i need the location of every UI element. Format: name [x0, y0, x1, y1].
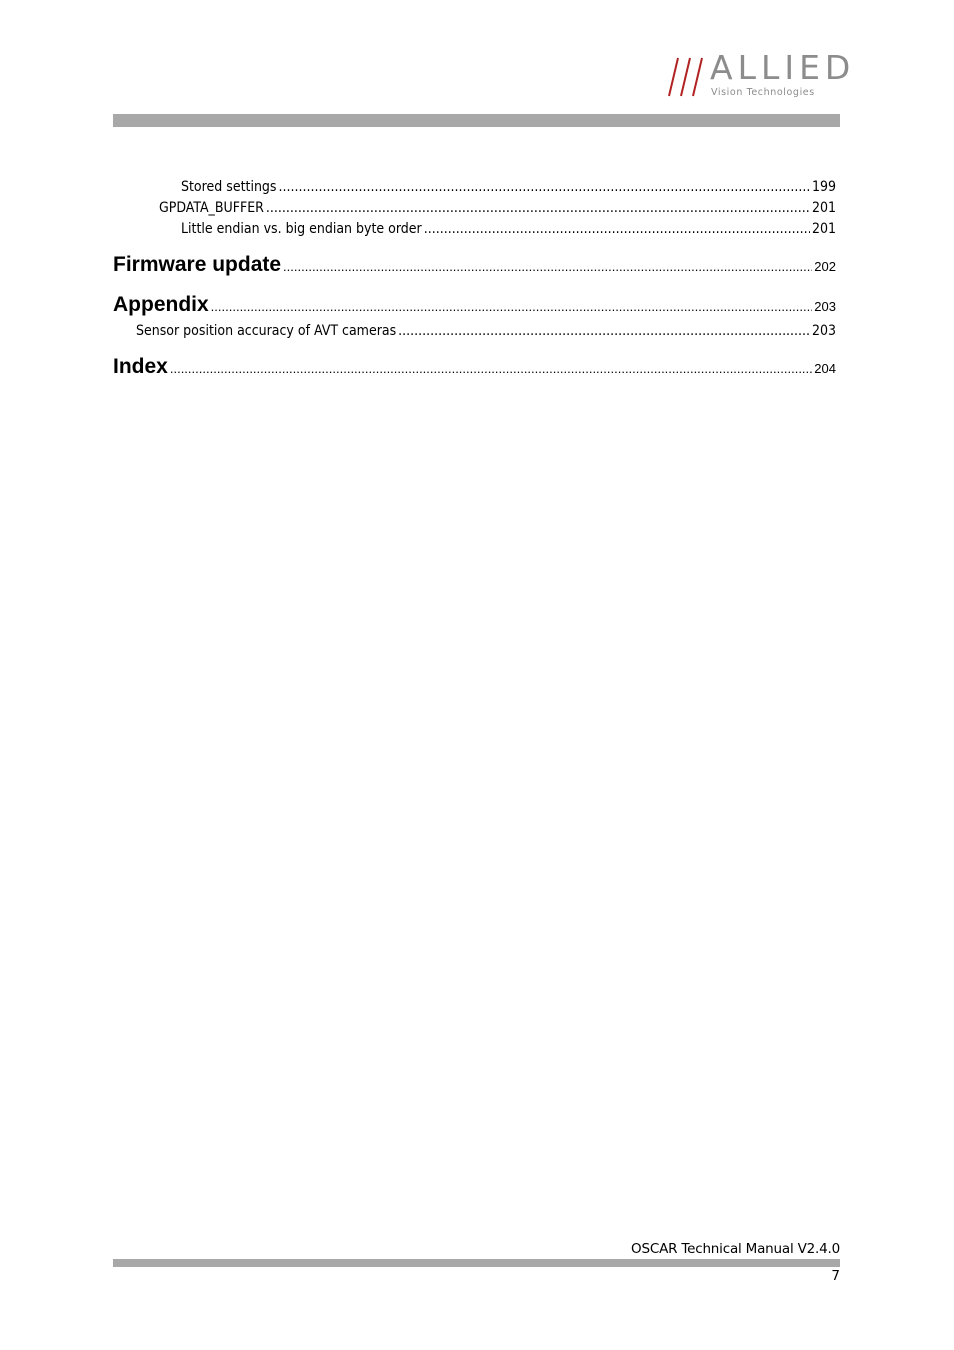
toc-entry-page: 199 [811, 179, 836, 195]
toc-entry-label: Little endian vs. big endian byte order [181, 221, 422, 237]
toc-entry-page: 203 [811, 323, 836, 339]
toc-chapter-page: 202 [814, 259, 836, 274]
toc-chapter-label: Firmware update [113, 253, 282, 276]
toc-leader-dots [266, 199, 810, 217]
toc-leader-dots [283, 254, 812, 280]
toc-chapter-label: Appendix [113, 293, 209, 316]
toc-entry-label: Stored settings [181, 179, 277, 195]
footer-divider-bar [113, 1259, 840, 1267]
toc-leader-dots [170, 356, 812, 382]
toc-entry-gpdata-buffer[interactable] [159, 199, 836, 217]
toc-chapter-index[interactable] [113, 354, 836, 382]
toc-leader-dots [211, 294, 813, 320]
toc-entry-page: 201 [811, 200, 836, 216]
logo-slashes-icon [666, 52, 710, 100]
footer-document-title: OSCAR Technical Manual V2.4.0 [631, 1241, 840, 1257]
toc-chapter-page: 204 [814, 361, 836, 376]
toc-entry-page: 201 [811, 221, 836, 237]
allied-logo [666, 48, 856, 102]
toc-entry-label: Sensor position accuracy of AVT cameras [136, 323, 397, 339]
toc-entry-endian-byte-order[interactable] [181, 220, 836, 238]
toc-entry-sensor-position-accuracy[interactable] [136, 322, 836, 340]
toc-chapter-page: 203 [814, 299, 836, 314]
toc-entry-stored-settings[interactable] [181, 178, 836, 196]
toc-leader-dots [398, 322, 810, 340]
logo-subtitle: Vision Technologies [711, 87, 815, 98]
toc-leader-dots [424, 220, 810, 238]
toc-entry-label: GPDATA_BUFFER [159, 200, 264, 216]
toc-chapter-appendix[interactable] [113, 292, 836, 320]
toc-leader-dots [278, 178, 809, 196]
toc-chapter-firmware-update[interactable] [113, 252, 836, 280]
page-number: 7 [831, 1268, 840, 1284]
logo-wordmark: ALLIED [710, 48, 856, 87]
toc-chapter-label: Index [113, 355, 168, 378]
header-divider-bar [113, 114, 840, 127]
